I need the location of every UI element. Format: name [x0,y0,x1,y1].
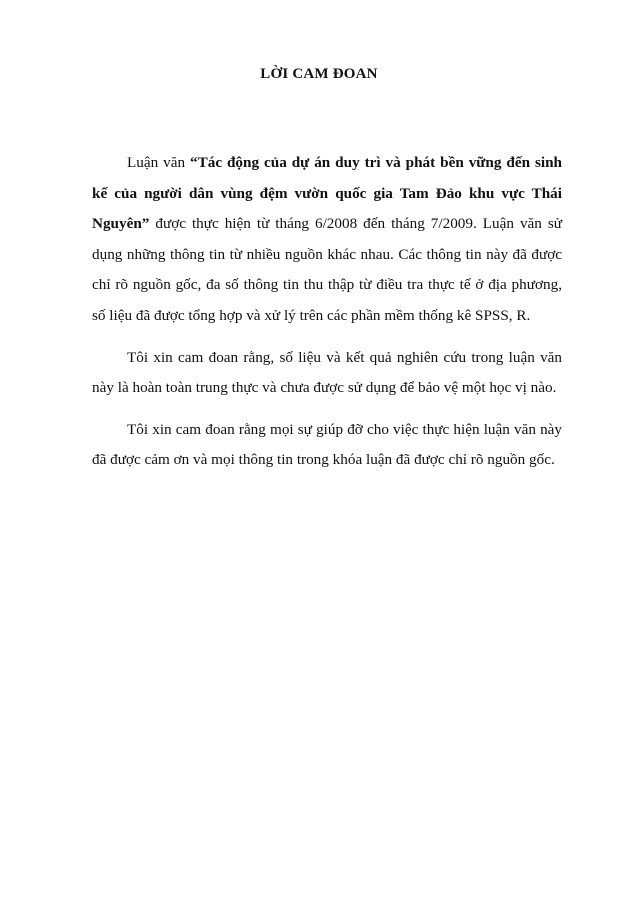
paragraph-1-rest: được thực hiện từ tháng 6/2008 đến tháng 7/2009. Luận văn sử dụng những thông tin từ nhiều nguồn khác nhau. Các thông tin này đã được chỉ rõ nguồn gốc, đa số thông tin thu thập từ điều tra thực tế ở địa phương, số liệu đã được tổng hợp và xử lý trên các phần mềm thống kê SPSS, R. [92,215,562,324]
project-title: “Tác động của dự án duy trì và phát bền vững đến sinh kế của người dân vùng đệm vườn quốc gia Tam Đảo khu vực Thái Nguyên” [92,154,562,233]
paragraph-1 [92,148,562,332]
paragraph-2: Tôi xin cam đoan rằng, số liệu và kết quả nghiên cứu trong luận văn này là hoàn toàn trung thực và chưa được sử dụng để bảo vệ một học vị nào. [92,348,562,397]
page-title: LỜI CAM ĐOAN [260,66,378,82]
paragraph-3: Tôi xin cam đoan rằng mọi sự giúp đỡ cho việc thực hiện luận văn này đã được cảm ơn và mọi thông tin trong khóa luận đã được chỉ rõ nguồn gốc. [92,420,562,469]
paragraph-1-intro: Luận văn [127,154,190,171]
document-body [92,148,562,487]
